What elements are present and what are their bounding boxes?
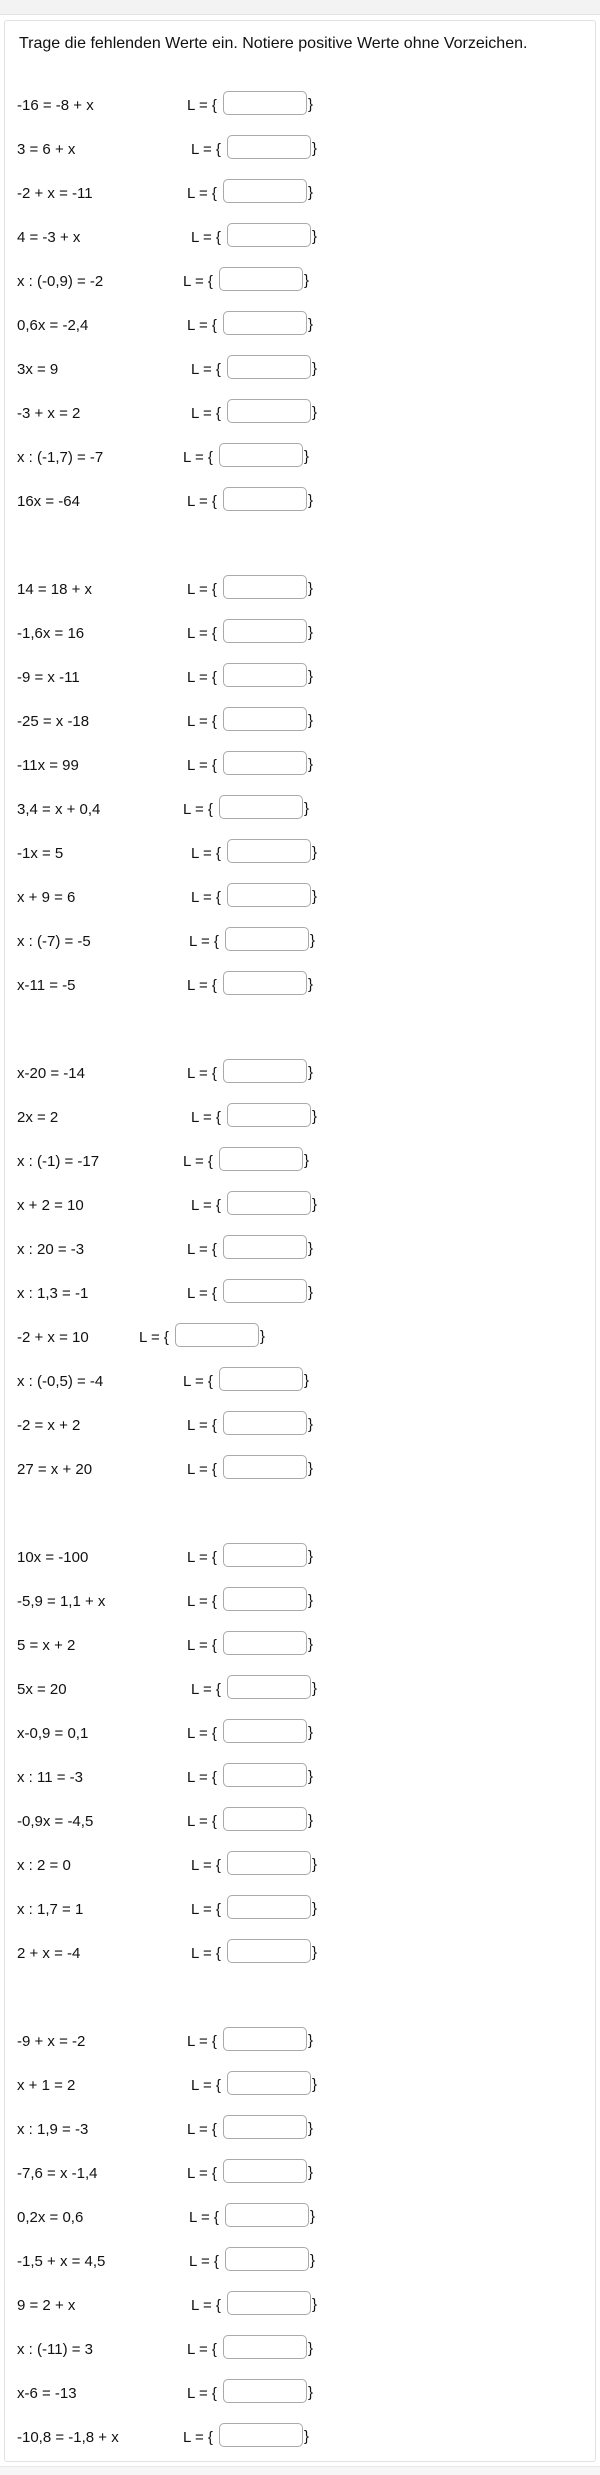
answer-input[interactable] [227,1191,311,1215]
solution-set-label: L = { [189,933,219,950]
solution-set-closing-brace: } [304,1152,310,1169]
equation-row [17,1234,317,1262]
equation-row [17,882,317,910]
solution-set-closing-brace: } [304,1372,310,1389]
solution-set-label: L = { [183,273,213,290]
answer-input[interactable] [227,1103,311,1127]
equation-row [17,266,317,294]
equation-row [17,310,317,338]
solution-set-label: L = { [187,1813,217,1830]
equation-row [17,1454,317,1482]
equation-text: -0,9x = -4,5 [17,1813,94,1830]
answer-input[interactable] [223,619,307,643]
equation-row [17,1366,317,1394]
equation-text: x-0,9 = 0,1 [17,1725,89,1742]
equation-row [17,1630,317,1658]
equation-row [17,1278,317,1306]
solution-set-label: L = { [187,2385,217,2402]
solution-set-closing-brace: } [308,1812,314,1829]
equation-text: -16 = -8 + x [17,97,94,114]
equation-row [17,442,317,470]
equation-text: 14 = 18 + x [17,581,93,598]
solution-set-label: L = { [183,1373,213,1390]
solution-set-closing-brace: } [310,2252,316,2269]
answer-input[interactable] [223,751,307,775]
equation-row [17,134,317,162]
equation-row [17,1058,317,1086]
equation-text: 3 = 6 + x [17,141,76,158]
solution-set-closing-brace: } [304,2428,310,2445]
equation-text: 10x = -100 [17,1549,89,1566]
solution-set-closing-brace: } [304,800,310,817]
equation-row [17,2246,317,2274]
equation-row [17,1410,317,1438]
solution-set-closing-brace: } [312,1944,318,1961]
equation-row [17,2290,317,2318]
equation-row [17,574,317,602]
answer-input[interactable] [227,839,311,863]
answer-input[interactable] [227,1851,311,1875]
solution-set-label: L = { [187,1417,217,1434]
answer-input[interactable] [223,663,307,687]
solution-set-label: L = { [191,2297,221,2314]
solution-set-closing-brace: } [312,1680,318,1697]
solution-set-label: L = { [191,1681,221,1698]
solution-set-closing-brace: } [312,888,318,905]
equation-text: x-20 = -14 [17,1065,85,1082]
equation-text: -11x = 99 [17,757,79,774]
solution-set-label: L = { [187,2033,217,2050]
equation-row [17,2334,317,2362]
equation-text: 3x = 9 [17,361,59,378]
solution-set-label: L = { [191,1197,221,1214]
equation-row [17,354,317,382]
equation-row [17,618,317,646]
solution-set-closing-brace: } [308,624,314,641]
solution-set-closing-brace: } [312,1108,318,1125]
answer-input[interactable] [223,971,307,995]
equation-row [17,2422,317,2450]
solution-set-label: L = { [191,229,221,246]
equation-text: 0,2x = 0,6 [17,2209,84,2226]
equation-row [17,1322,317,1350]
equation-row [17,794,317,822]
answer-input[interactable] [223,311,307,335]
solution-set-label: L = { [191,2077,221,2094]
solution-set-label: L = { [187,493,217,510]
solution-set-label: L = { [183,449,213,466]
solution-set-label: L = { [187,1461,217,1478]
answer-input[interactable] [223,1279,307,1303]
solution-set-closing-brace: } [308,1416,314,1433]
solution-set-closing-brace: } [308,2164,314,2181]
equation-row [17,2158,317,2186]
answer-input[interactable] [223,2159,307,2183]
equation-text: -1,6x = 16 [17,625,85,642]
solution-set-label: L = { [139,1329,169,1346]
equation-text: -9 + x = -2 [17,2033,86,2050]
solution-set-closing-brace: } [312,228,318,245]
answer-input[interactable] [227,2291,311,2315]
solution-set-label: L = { [187,1065,217,1082]
solution-set-closing-brace: } [308,2120,314,2137]
equation-text: -1x = 5 [17,845,64,862]
solution-set-closing-brace: } [308,668,314,685]
solution-set-closing-brace: } [312,844,318,861]
solution-set-label: L = { [187,977,217,994]
solution-set-closing-brace: } [312,1196,318,1213]
solution-set-label: L = { [183,801,213,818]
equation-row [17,662,317,690]
equation-row [17,90,317,118]
solution-set-label: L = { [191,1945,221,1962]
solution-set-closing-brace: } [308,580,314,597]
equation-text: 3,4 = x + 0,4 [17,801,101,818]
solution-set-label: L = { [187,1637,217,1654]
equation-text: 5 = x + 2 [17,1637,76,1654]
answer-input[interactable] [223,1455,307,1479]
solution-set-label: L = { [189,2209,219,2226]
answer-input[interactable] [223,575,307,599]
equation-row [17,1718,317,1746]
equation-row [17,398,317,426]
solution-set-closing-brace: } [308,1240,314,1257]
equation-text: x : 11 = -3 [17,1769,84,1786]
equation-row [17,1850,317,1878]
answer-input[interactable] [219,795,303,819]
solution-set-label: L = { [191,889,221,906]
answer-input[interactable] [219,443,303,467]
equation-text: -10,8 = -1,8 + x [17,2429,119,2446]
equation-text: x-11 = -5 [17,977,76,994]
solution-set-label: L = { [187,2121,217,2138]
solution-set-closing-brace: } [312,2076,318,2093]
solution-set-closing-brace: } [312,1900,318,1917]
equation-row [17,1146,317,1174]
solution-set-label: L = { [187,1725,217,1742]
solution-set-closing-brace: } [312,360,318,377]
solution-set-label: L = { [187,669,217,686]
answer-input[interactable] [227,2071,311,2095]
solution-set-closing-brace: } [308,1284,314,1301]
solution-set-label: L = { [189,2253,219,2270]
solution-set-closing-brace: } [308,1460,314,1477]
answer-input[interactable] [223,1059,307,1083]
answer-input[interactable] [227,355,311,379]
equation-text: 9 = 2 + x [17,2297,76,2314]
equation-row [17,1762,317,1790]
solution-set-label: L = { [187,1593,217,1610]
solution-set-closing-brace: } [308,976,314,993]
equation-text: x : 1,9 = -3 [17,2121,89,2138]
solution-set-label: L = { [187,625,217,642]
equation-row [17,1894,317,1922]
equation-row [17,2202,317,2230]
answer-input[interactable] [227,1675,311,1699]
solution-set-closing-brace: } [308,1548,314,1565]
solution-set-closing-brace: } [308,1768,314,1785]
solution-set-label: L = { [191,361,221,378]
solution-set-closing-brace: } [308,1724,314,1741]
top-bar [0,0,600,15]
solution-set-closing-brace: } [308,2340,314,2357]
answer-input[interactable] [175,1323,259,1347]
equation-text: x : (-11) = 3 [17,2341,93,2358]
equation-text: x : 2 = 0 [17,1857,71,1874]
solution-set-label: L = { [187,1285,217,1302]
equation-text: -7,6 = x -1,4 [17,2165,98,2182]
equation-row [17,706,317,734]
solution-set-closing-brace: } [308,1636,314,1653]
equation-row [17,750,317,778]
solution-set-closing-brace: } [312,2296,318,2313]
equation-row [17,222,317,250]
answer-input[interactable] [227,223,311,247]
equation-row [17,486,317,514]
equation-row [17,2026,317,2054]
equation-text: x : (-1,7) = -7 [17,449,104,466]
solution-set-label: L = { [187,757,217,774]
solution-set-label: L = { [191,1901,221,1918]
solution-set-closing-brace: } [310,932,316,949]
equation-text: 2x = 2 [17,1109,59,1126]
answer-input[interactable] [223,1719,307,1743]
equation-row [17,1674,317,1702]
solution-set-closing-brace: } [308,96,314,113]
equation-text: x : (-0,9) = -2 [17,273,104,290]
solution-set-closing-brace: } [308,316,314,333]
solution-set-label: L = { [191,1109,221,1126]
answer-input[interactable] [223,179,307,203]
answer-input[interactable] [227,135,311,159]
equation-text: -25 = x -18 [17,713,90,730]
answer-input[interactable] [223,487,307,511]
solution-set-closing-brace: } [312,140,318,157]
answer-input[interactable] [225,2247,309,2271]
equation-text: x : 1,3 = -1 [17,1285,89,1302]
equation-row [17,1586,317,1614]
answer-input[interactable] [219,1367,303,1391]
equation-text: 5x = 20 [17,1681,67,1698]
answer-input[interactable] [223,1763,307,1787]
equation-text: -3 + x = 2 [17,405,81,422]
equation-text: -2 + x = 10 [17,1329,89,1346]
solution-set-closing-brace: } [304,448,310,465]
equation-text: -9 = x -11 [17,669,80,686]
answer-input[interactable] [219,1147,303,1171]
solution-set-closing-brace: } [312,1856,318,1873]
solution-set-label: L = { [187,2165,217,2182]
equation-text: x : 1,7 = 1 [17,1901,84,1918]
solution-set-closing-brace: } [308,492,314,509]
equation-text: x : (-1) = -17 [17,1153,100,1170]
equation-text: -5,9 = 1,1 + x [17,1593,106,1610]
solution-set-label: L = { [191,1857,221,1874]
answer-input[interactable] [227,1895,311,1919]
solution-set-label: L = { [187,317,217,334]
answer-input[interactable] [223,2115,307,2139]
answer-input[interactable] [223,1235,307,1259]
equation-text: x-6 = -13 [17,2385,77,2402]
solution-set-closing-brace: } [308,1064,314,1081]
equation-text: -2 = x + 2 [17,1417,81,1434]
answer-input[interactable] [225,2203,309,2227]
equation-row [17,2114,317,2142]
solution-set-closing-brace: } [310,2208,316,2225]
equation-text: 4 = -3 + x [17,229,81,246]
solution-set-label: L = { [187,185,217,202]
equation-text: x : (-7) = -5 [17,933,91,950]
equation-text: -2 + x = -11 [17,185,93,202]
answer-input[interactable] [223,2027,307,2051]
equation-row [17,1542,317,1570]
equation-text: 2 + x = -4 [17,1945,81,1962]
solution-set-closing-brace: } [312,404,318,421]
solution-set-label: L = { [191,141,221,158]
answer-input[interactable] [223,1543,307,1567]
answer-input[interactable] [219,2423,303,2447]
solution-set-label: L = { [191,405,221,422]
solution-set-closing-brace: } [308,184,314,201]
equation-row [17,2378,317,2406]
solution-set-label: L = { [187,581,217,598]
solution-set-closing-brace: } [308,2032,314,2049]
equation-text: 27 = x + 20 [17,1461,93,1478]
equation-row [17,1938,317,1966]
answer-input[interactable] [225,927,309,951]
solution-set-label: L = { [187,97,217,114]
equation-row [17,178,317,206]
solution-set-closing-brace: } [308,712,314,729]
solution-set-closing-brace: } [308,2384,314,2401]
solution-set-label: L = { [191,845,221,862]
equation-text: x + 9 = 6 [17,889,76,906]
equation-text: 16x = -64 [17,493,80,510]
equation-row [17,970,317,998]
equation-row [17,1190,317,1218]
solution-set-label: L = { [183,2429,213,2446]
answer-input[interactable] [223,1411,307,1435]
answer-input[interactable] [223,2379,307,2403]
answer-input[interactable] [227,399,311,423]
solution-set-label: L = { [187,1549,217,1566]
equation-row [17,2070,317,2098]
answer-input[interactable] [227,883,311,907]
equation-text: x : (-0,5) = -4 [17,1373,104,1390]
equation-text: 0,6x = -2,4 [17,317,89,334]
equation-text: x + 1 = 2 [17,2077,76,2094]
solution-set-label: L = { [187,1241,217,1258]
solution-set-label: L = { [183,1153,213,1170]
solution-set-label: L = { [187,2341,217,2358]
solution-set-closing-brace: } [304,272,310,289]
equation-row [17,1806,317,1834]
equation-row [17,926,317,954]
equation-text: x + 2 = 10 [17,1197,84,1214]
solution-set-label: L = { [187,713,217,730]
answer-input[interactable] [219,267,303,291]
answer-input[interactable] [227,1939,311,1963]
solution-set-label: L = { [187,1769,217,1786]
equation-text: x : 20 = -3 [17,1241,85,1258]
answer-input[interactable] [223,2335,307,2359]
solution-set-closing-brace: } [260,1328,266,1345]
solution-set-closing-brace: } [308,756,314,773]
equation-row [17,1102,317,1130]
answer-input[interactable] [223,1587,307,1611]
answer-input[interactable] [223,1807,307,1831]
answer-input[interactable] [223,91,307,115]
equation-row [17,838,317,866]
answer-input[interactable] [223,707,307,731]
equation-text: -1,5 + x = 4,5 [17,2253,106,2270]
answer-input[interactable] [223,1631,307,1655]
instructions-text: Trage die fehlenden Werte ein. Notiere positive Werte ohne Vorzeichen. [19,35,528,52]
solution-set-closing-brace: } [308,1592,314,1609]
